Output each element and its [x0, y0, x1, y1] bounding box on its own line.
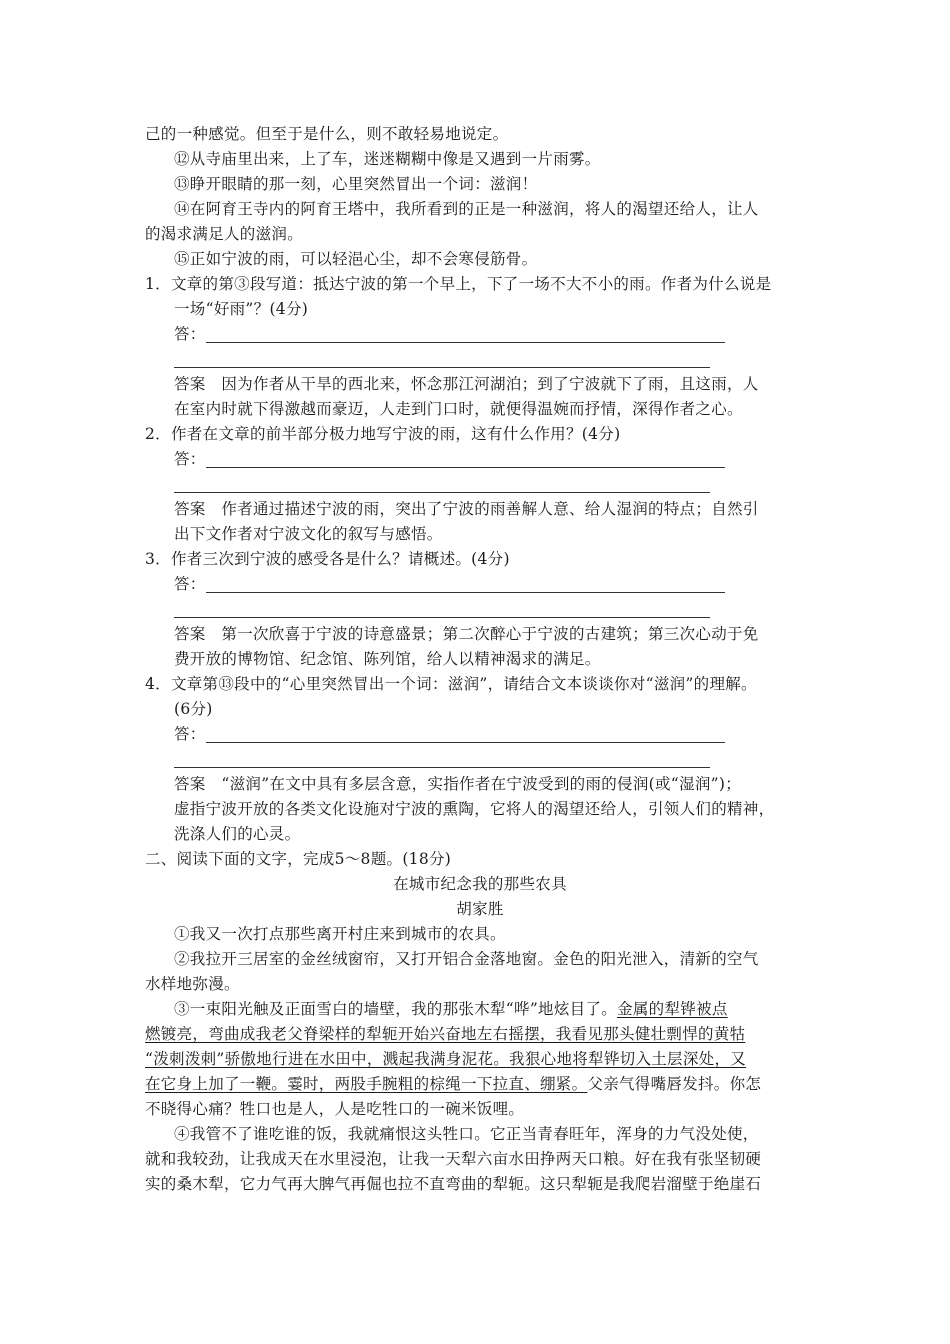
- article-paragraph-4: 就和我较劲，让我成天在水里浸泡，让我一天犁六亩水田挣两天口粮。好在我有张坚韧硬: [145, 1150, 762, 1168]
- answer-label: 答：: [174, 450, 206, 468]
- article-paragraph-3: [145, 1047, 815, 1071]
- underlined-text: 燃镀亮，弯曲成我老父脊梁样的犁轭开始兴奋地左右摇摆，我看见那头健壮剽悍的黄牯: [145, 1025, 746, 1043]
- question-4-answer: 虚指宁波开放的各类文化设施对宁波的熏陶，它将人的渴望还给人，引领人们的精神，: [174, 800, 775, 818]
- answer-line: [206, 592, 725, 593]
- answer-line: [206, 742, 725, 743]
- answer-line: [174, 617, 710, 618]
- question-4-text: (6分): [174, 700, 213, 718]
- question-1-answer: 在室内时就下得激越而豪迈，人走到门口时，就便得温婉而抒情，深得作者之心。: [174, 400, 743, 418]
- question-1-text: 1．文章的第③段写道：抵达宁波的第一个早上，下了一场不大不小的雨。作者为什么说是: [145, 275, 772, 293]
- underlined-text: 金属的犁铧被点: [617, 1000, 728, 1018]
- answer-label: 答：: [174, 575, 206, 593]
- article-paragraph-4: 实的桑木犁，它力气再大脾气再倔也拉不直弯曲的犁轭。这只犁轭是我爬岩溜壁于绝崖石: [145, 1175, 762, 1193]
- article-paragraph-3: [145, 1022, 815, 1046]
- question-4-answer: 答案 “滋润”在文中具有多层含意，实指作者在宁波受到的雨的侵润(或“湿润”)；: [174, 775, 741, 793]
- question-3-answer: 费开放的博物馆、纪念馆、陈列馆，给人以精神渴求的满足。: [174, 650, 601, 668]
- question-1-answer: 答案 因为作者从干旱的西北来，怀念那江河湖泊；到了宁波就下了雨，且这雨，人: [174, 375, 759, 393]
- underlined-text: “泼刺泼刺”骄傲地行进在水田中，溅起我满身泥花。我狠心地将犁铧切入土层深处，又: [145, 1050, 747, 1068]
- passage-paragraph-14: ⑭在阿育王寺内的阿育王塔中，我所看到的正是一种滋润，将人的渴望还给人，让人: [174, 200, 759, 218]
- article-author: 胡家胜: [456, 900, 504, 918]
- answer-line: [174, 492, 710, 493]
- article-paragraph-3: [174, 997, 814, 1021]
- question-2-answer: 出下文作者对宁波文化的叙写与感悟。: [174, 525, 443, 543]
- article-paragraph-4: ④我管不了谁吃谁的饭，我就痛恨这头牲口。它正当青春旺年，浑身的力气没处使，: [174, 1125, 759, 1143]
- paragraph-text: 父亲气得嘴唇发抖。你怎: [587, 1075, 762, 1093]
- article-paragraph-2: 水样地弥漫。: [145, 975, 240, 993]
- passage-paragraph-12: ⑫从寺庙里出来，上了车，迷迷糊糊中像是又遇到一片雨雾。: [174, 150, 601, 168]
- article-paragraph-2: ②我拉开三居室的金丝绒窗帘，又打开铝合金落地窗。金色的阳光泄入，清新的空气: [174, 950, 759, 968]
- passage-paragraph-15: ⑮正如宁波的雨，可以轻浥心尘，却不会寒侵筋骨。: [174, 250, 538, 268]
- article-paragraph-3: [145, 1072, 815, 1096]
- question-4-text: 4．文章第⑬段中的“心里突然冒出一个词：滋润”，请结合文本谈谈你对“滋润”的理解。: [145, 675, 757, 693]
- question-4-answer: 洗涤人们的心灵。: [174, 825, 301, 843]
- question-2-text: 2．作者在文章的前半部分极力地写宁波的雨，这有什么作用？(4分): [145, 425, 621, 443]
- article-paragraph-3: 不晓得心痛？牲口也是人，人是吃牲口的一碗米饭哩。: [145, 1100, 525, 1118]
- article-paragraph-1: ①我又一次打点那些离开村庄来到城市的农具。: [174, 925, 506, 943]
- answer-line: [206, 467, 725, 468]
- passage-line: 的渴求满足人的滋润。: [145, 225, 304, 243]
- answer-line: [206, 342, 725, 343]
- answer-line: [174, 767, 710, 768]
- answer-label: 答：: [174, 725, 206, 743]
- passage-paragraph-13: ⑬睁开眼睛的那一刻，心里突然冒出一个词：滋润！: [174, 175, 538, 193]
- paragraph-text: ③一束阳光触及正面雪白的墙壁，我的那张木犁“哗”地炫目了。: [174, 1000, 618, 1018]
- question-3-text: 3．作者三次到宁波的感受各是什么？请概述。(4分): [145, 550, 510, 568]
- underlined-text: 在它身上加了一鞭。霎时，两股手腕粗的棕绳一下拉直、绷紧。: [145, 1075, 588, 1093]
- question-3-answer: 答案 第一次欣喜于宁波的诗意盛景；第二次醉心于宁波的古建筑；第三次心动于免: [174, 625, 759, 643]
- answer-line: [174, 367, 710, 368]
- question-1-text: 一场“好雨”？(4分): [174, 300, 309, 318]
- article-title: 在城市纪念我的那些农具: [393, 875, 567, 893]
- section-heading: 二、阅读下面的文字，完成5～8题。(18分): [145, 850, 452, 868]
- passage-line: 己的一种感觉。但至于是什么，则不敢轻易地说定。: [145, 125, 509, 143]
- answer-label: 答：: [174, 325, 206, 343]
- question-2-answer: 答案 作者通过描述宁波的雨，突出了宁波的雨善解人意、给人湿润的特点；自然引: [174, 500, 759, 518]
